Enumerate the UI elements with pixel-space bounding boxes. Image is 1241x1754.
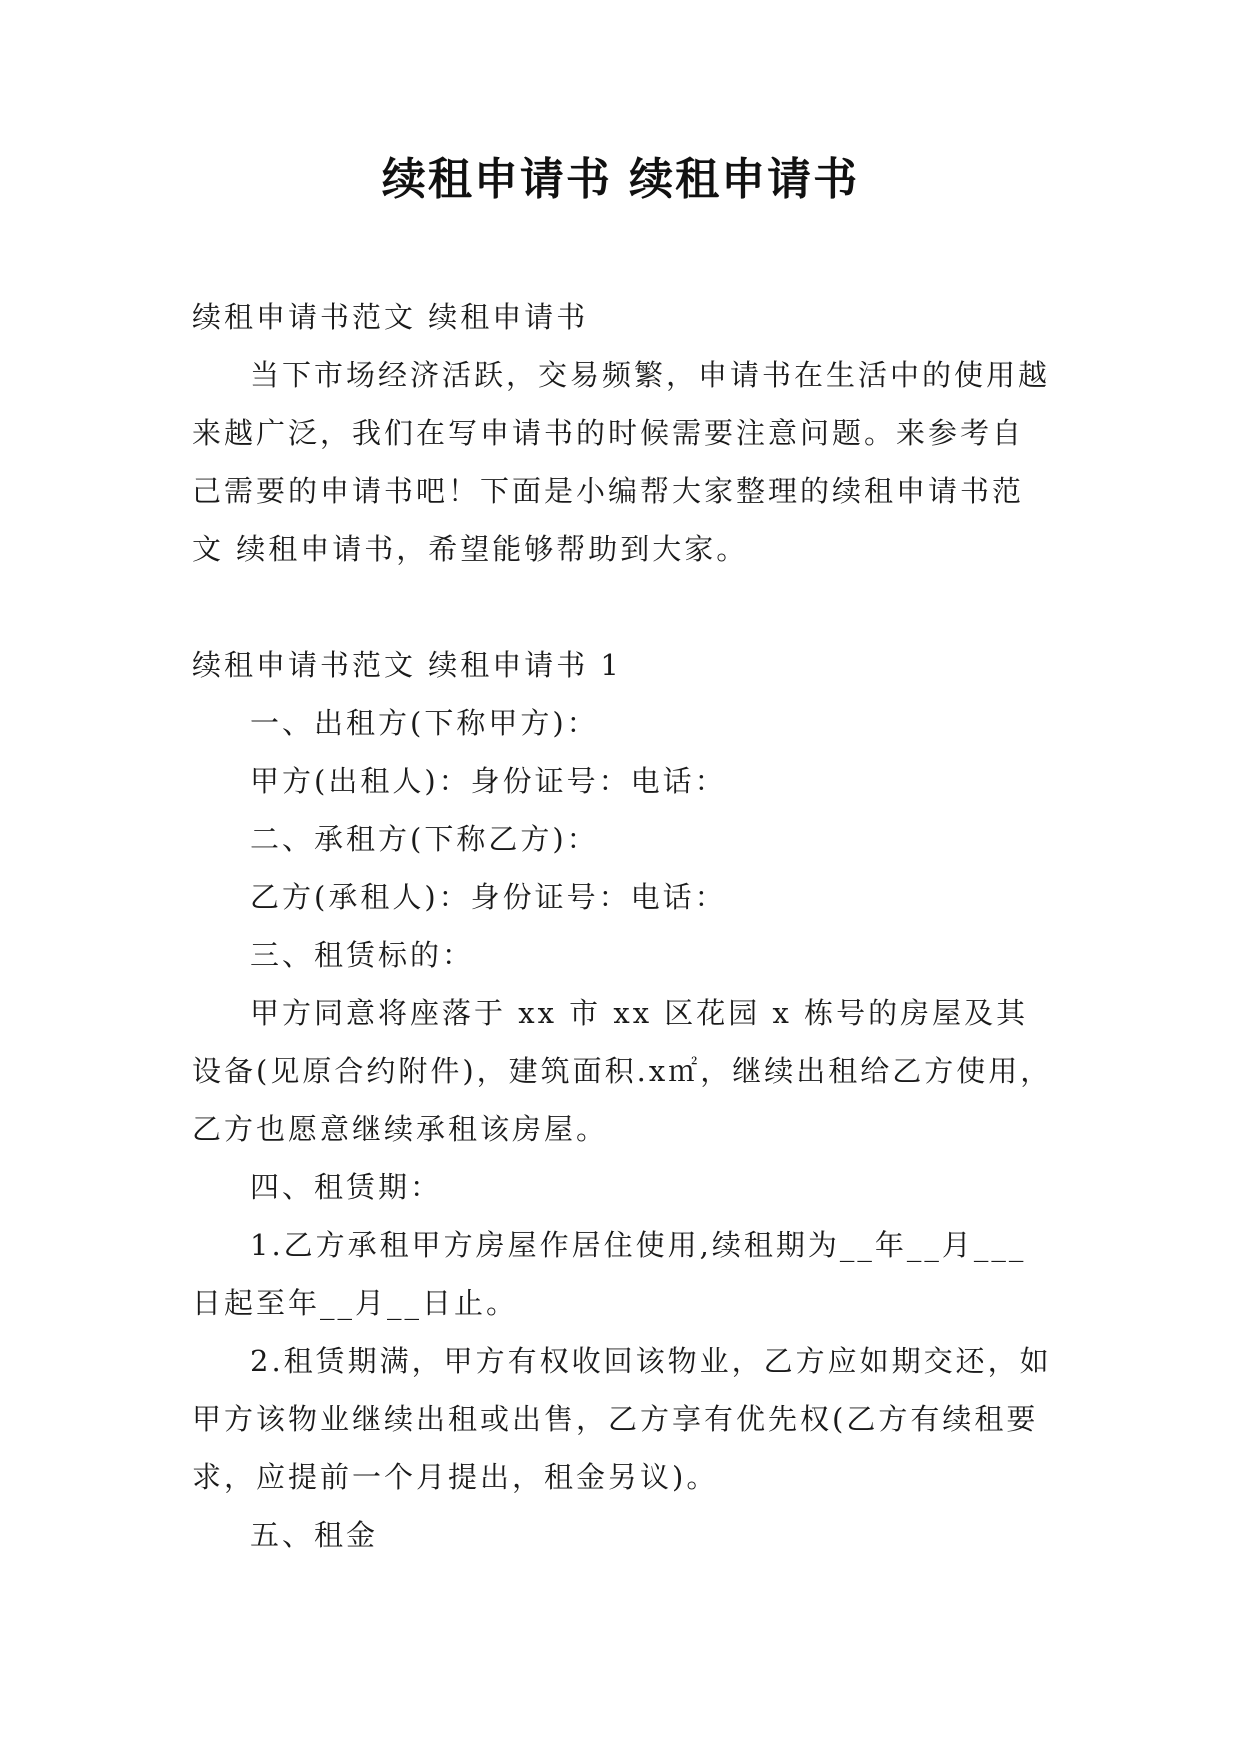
document-body bbox=[192, 288, 1054, 1564]
clause-heading: 二、承租方(下称乙方)： bbox=[250, 822, 599, 856]
clause-heading: 一、出租方(下称甲方)： bbox=[250, 706, 599, 740]
clause-line: 甲方(出租人)：身份证号：电话： bbox=[250, 764, 727, 798]
clause-paragraph: 1.乙方承租甲方房屋作居住使用,续租期为__年__月___日起至年__月__日止。 bbox=[192, 1228, 1027, 1320]
section-heading: 续租申请书范文 续租申请书 1 bbox=[192, 648, 622, 682]
clause-heading: 四、租赁期： bbox=[250, 1170, 443, 1204]
intro-paragraph: 当下市场经济活跃，交易频繁，申请书在生活中的使用越来越广泛，我们在写申请书的时候需要注意问题。来参考自己需要的申请书吧！下面是小编帮大家整理的续租申请书范文 续租申请书，希望能够帮助到大家。 bbox=[192, 358, 1051, 566]
paragraph-gap bbox=[192, 578, 1054, 636]
document-title: 续租申请书 续租申请书 bbox=[381, 154, 860, 205]
section-heading: 续租申请书范文 续租申请书 bbox=[192, 300, 589, 334]
clause-paragraph: 甲方同意将座落于 xx 市 xx 区花园 x 栋号的房屋及其设备(见原合约附件)，建筑面积.x㎡，继续出租给乙方使用，乙方也愿意继续承租该房屋。 bbox=[192, 996, 1053, 1146]
clause-line: 乙方(承租人)：身份证号：电话： bbox=[250, 880, 727, 914]
clause-heading: 三、租赁标的： bbox=[250, 938, 475, 972]
clause-paragraph: 2.租赁期满，甲方有权收回该物业，乙方应如期交还，如甲方该物业继续出租或出售，乙方享有优先权(乙方有续租要求，应提前一个月提出，租金另议)。 bbox=[192, 1344, 1052, 1494]
clause-heading: 五、租金 bbox=[250, 1518, 379, 1552]
